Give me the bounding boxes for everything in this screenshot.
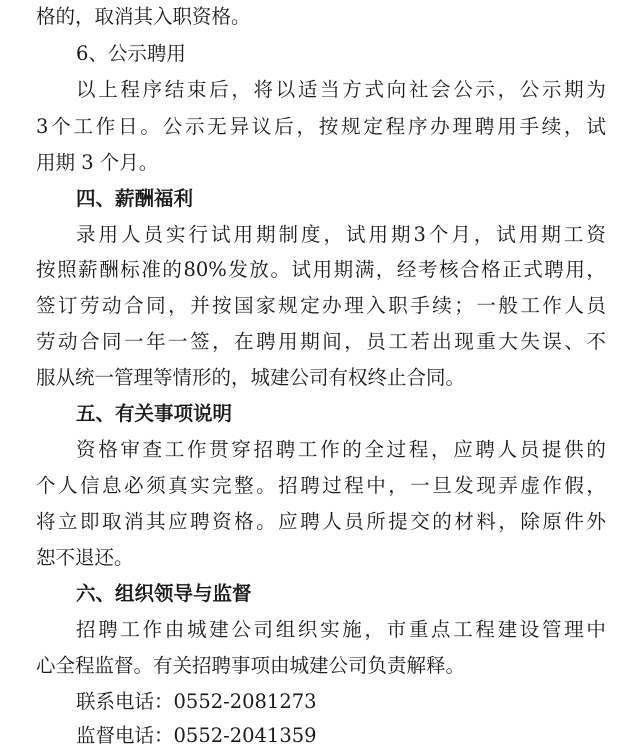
supervision-phone: 监督电话：0552-2041359 (76, 724, 317, 747)
text-line: 招 聘 工 作 由 城 建 公 司 组 织 实 施 ， 市 重 点 工 程 建 设 管 理 中 (76, 618, 606, 641)
text-line: 以 上 程 序 结 束 后 ， 将 以 适 当 方 式 向 社 会 公 示 ， 公 示 期 为 (76, 78, 606, 101)
text-line: 签 订 劳 动 合 同 ， 并 按 国 家 规 定 办 理 入 职 手 续 ； 一 般 工 作 人 员 (36, 294, 606, 317)
text-line: 心全程监督。有关招聘事项由城建公司负责解释。 (36, 654, 466, 677)
section-heading: 6、公示聘用 (76, 42, 186, 65)
contact-phone: 联系电话：0552-2081273 (76, 690, 317, 713)
section-heading: 六、组织领导与监督 (76, 582, 252, 605)
text-line: 恕不退还。 (36, 546, 134, 569)
text-line: 用期 3 个月。 (36, 151, 159, 174)
text-line: 将 立 即 取 消 其 应 聘 资 格 。 应 聘 人 员 所 提 交 的 材 料 ， 除 原 件 外 (36, 510, 606, 533)
text-line: 录 用 人 员 实 行 试 用 期 制 度 ， 试 用 期 3 个 月 ， 试 用 期 工 资 (76, 223, 606, 246)
text-line: 资 格 审 查 工 作 贯 穿 招 聘 工 作 的 全 过 程 ， 应 聘 人 员 提 供 的 (76, 438, 606, 461)
text-line: 3 个 工 作 日 。 公 示 无 异 议 后 ， 按 规 定 程 序 办 理 聘 用 手 续 ， 试 (36, 115, 606, 138)
text-line: 格的，取消其入职资格。 (36, 5, 251, 28)
text-line: 个 人 信 息 必 须 真 实 完 整 。 招 聘 过 程 中 ， 一 旦 发 现 弄 虚 作 假 ， (36, 474, 606, 497)
text-line: 按 照 薪 酬 标 准 的 80% 发 放 。 试 用 期 满 ， 经 考 核 合 格 正 式 聘 用 ， (36, 258, 606, 281)
text-line: 劳 动 合 同 一 年 一 签 ， 在 聘 用 期 间 ， 员 工 若 出 现 重 大 失 误 、 不 (36, 330, 606, 353)
section-heading: 四、薪酬福利 (76, 187, 194, 210)
text-line: 服从统一管理等情形的，城建公司有权终止合同。 (36, 366, 466, 389)
section-heading: 五、有关事项说明 (76, 402, 233, 425)
